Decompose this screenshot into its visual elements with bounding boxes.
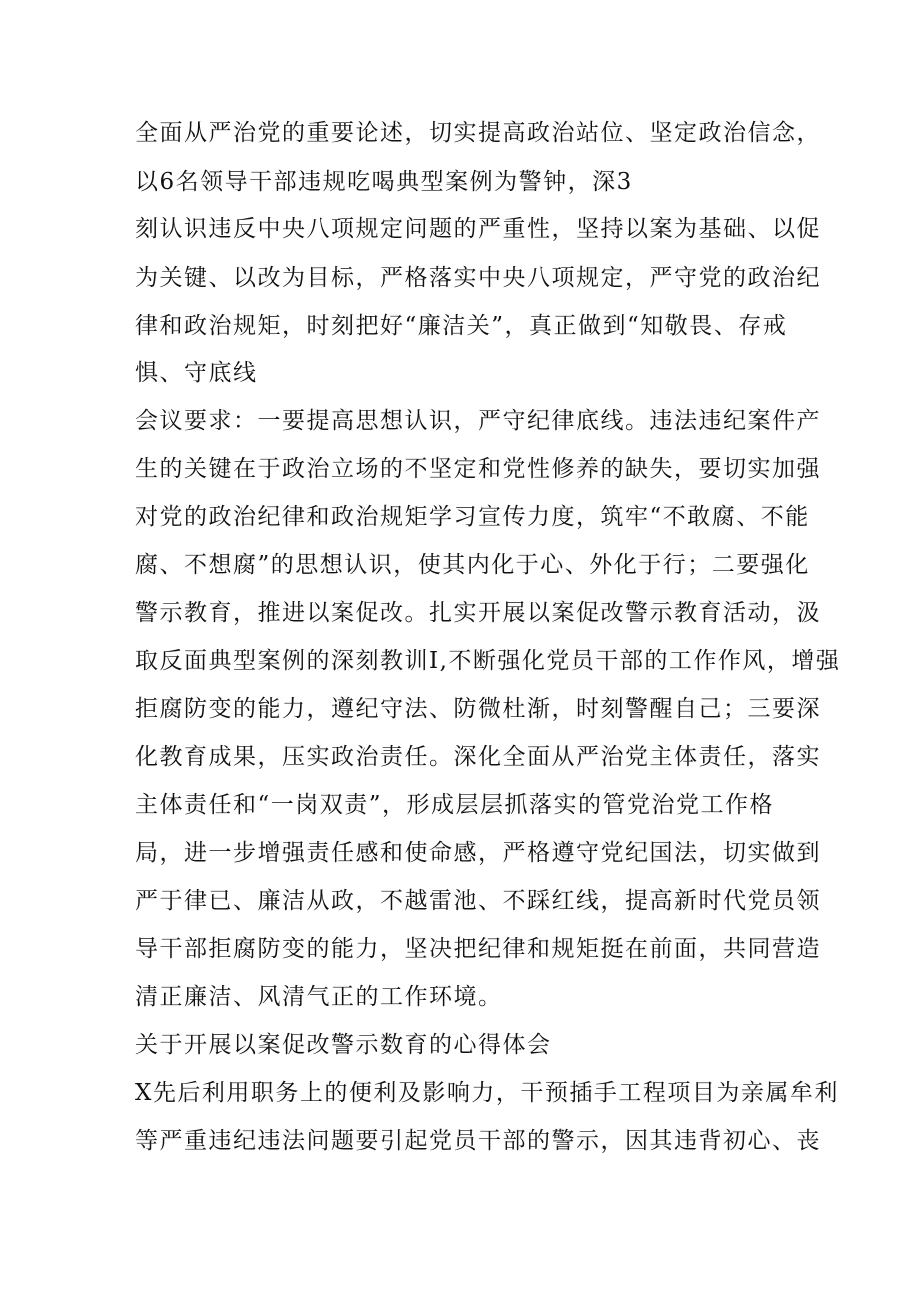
text-line: 警示教育，推进以案促改。扎实开展以案促改警示教育活动，汲: [135, 600, 821, 626]
text-line: 刻认识违反中央八项规定问题的严重性，坚持以案为基础、以促: [135, 216, 821, 242]
section-heading: 关于开展以案促改警示数育的心得体会: [135, 1032, 552, 1058]
text-line: 主体责任和“一岗双责”，形成层层抓落实的管党治党工作格: [135, 792, 775, 818]
text-line: 对党的政治纪律和政治规矩学习宣传力度，筑牢“不敢腐、不能: [135, 504, 810, 530]
text-line: 拒腐防变的能力，遵纪守法、防微杜渐，时刻警醒自己；三要深: [135, 696, 821, 722]
text-line: 局，进一步增强责任感和使命感，严格遵守党纪国法，切实做到: [135, 840, 821, 866]
text-line: 以6名领导干部违规吃喝典型案例为警钟，深3: [135, 169, 633, 195]
text-line: 腐、不想腐”的思想认识，使其内化于心、外化于行；二要强化: [135, 552, 810, 578]
text-line: 清正廉洁、风清气正的工作环境。: [135, 984, 503, 1010]
text-line: X先后利用职务上的便利及影响力，干预插手工程项目为亲属牟利: [135, 1080, 839, 1106]
text-line: 为关键、以改为目标，严格落实中央八项规定，严守党的政治纪: [135, 265, 821, 291]
text-line: 取反面典型案例的深刻教训I,不断强化党员干部的工作作风，增强: [135, 648, 841, 674]
text-line: 生的关键在于政治立场的不坚定和党性修养的缺失，要切实加强: [135, 456, 821, 482]
text-line: 全面从严治党的重要论述，切实提高政治站位、坚定政治信念，: [135, 120, 821, 146]
text-line: 律和政治规矩，时刻把好“廉洁关”，真正做到“知敬畏、存戒: [135, 313, 788, 339]
text-line: 导干部拒腐防变的能力，坚决把纪律和规矩挺在前面，共同营造: [135, 936, 821, 962]
text-line: 等严重违纪违法问题要引起党员干部的警示，因其违背初心、丧: [135, 1128, 821, 1154]
text-line: 惧、守底线: [135, 360, 258, 386]
text-line: 严于律已、廉洁从政，不越雷池、不踩红线，提高新时代党员领: [135, 888, 821, 914]
text-line: 化教育成果，压实政治责任。深化全面从严治党主体责任，落实: [135, 744, 821, 770]
text-line: 会议要求：一要提高思想认识，严守纪律底线。违法违纪案件产: [135, 408, 821, 434]
